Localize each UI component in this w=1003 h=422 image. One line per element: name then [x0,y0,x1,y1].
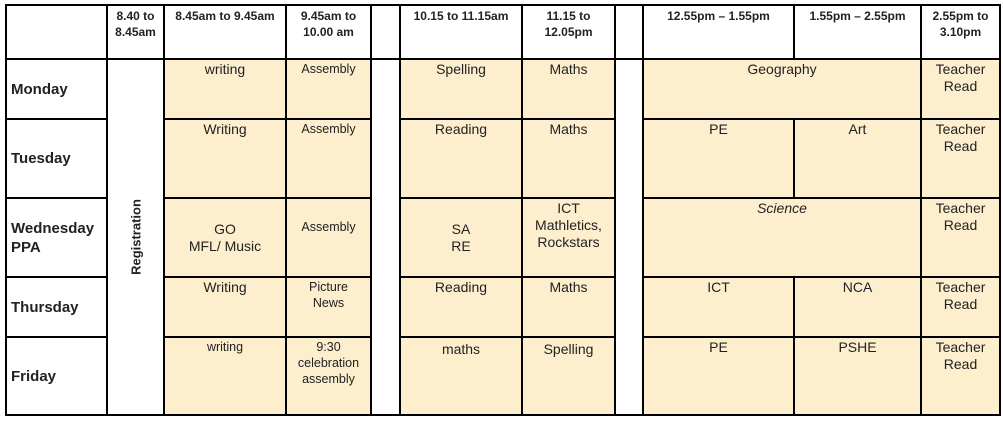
time-header: 11.15 to 12.05pm [522,5,615,59]
lesson-text: News [312,296,345,310]
lesson-cell: Geography [643,59,921,119]
lesson-cell: PE [643,337,794,415]
lesson-cell: writing [164,337,286,415]
lesson-text: Rockstars [537,234,600,250]
lesson-text: MFL/ Music [188,237,262,254]
registration-label: Registration [128,199,143,275]
lesson-cell: Science [643,198,921,277]
day-label: Thursday [6,277,107,337]
lesson-text: assembly [302,372,355,386]
lesson-cell [921,59,1000,119]
lunch-column [615,59,643,415]
lesson-cell: Maths [522,119,615,198]
lesson-text: RE [451,237,471,254]
row-monday [6,59,1000,119]
lesson-cell [400,198,522,277]
time-header: 8.45am to 9.45am [164,5,286,59]
day-label: Monday [6,59,107,119]
lesson-cell: Reading [400,277,522,337]
day-label: Friday [6,337,107,415]
lesson-cell [522,198,615,277]
lesson-cell: Writing [164,119,286,198]
lesson-cell: Writing [164,277,286,337]
lesson-text: Mathletics, [535,217,602,233]
lesson-text: Teacher Read [935,279,986,312]
time-header: 1.55pm – 2.55pm [794,5,921,59]
lesson-text: Picture [309,280,348,294]
lesson-cell: Reading [400,119,522,198]
lesson-text: Teacher Read [935,200,986,233]
lesson-cell: Maths [522,277,615,337]
lesson-cell: writing [164,59,286,119]
lesson-cell [286,337,371,415]
day-note: PPA [11,238,41,256]
time-header: 12.55pm – 1.55pm [643,5,794,59]
lesson-text: Teacher Read [935,121,986,154]
lesson-cell: ICT [643,277,794,337]
day-label [6,198,107,277]
lesson-cell [921,119,1000,198]
header-row [6,5,1000,59]
lesson-cell [286,277,371,337]
lesson-cell: PE [643,119,794,198]
time-header: 9.45am to 10.00 am [286,5,371,59]
lesson-cell: NCA [794,277,921,337]
lesson-text: GO [214,220,236,237]
corner-cell [6,5,107,59]
lesson-cell: Spelling [522,337,615,415]
lesson-cell: Assembly [286,119,371,198]
time-header: 2.55pm to 3.10pm [921,5,1000,59]
lesson-text: Teacher Read [935,61,986,94]
time-header: 10.15 to 11.15am [400,5,522,59]
lesson-cell: Spelling [400,59,522,119]
day-label: Tuesday [6,119,107,198]
lesson-cell: Assembly [286,198,371,277]
break-header [371,5,400,59]
lesson-cell [921,337,1000,415]
lesson-text: ICT [557,200,580,216]
lesson-cell: PSHE [794,337,921,415]
lesson-cell [921,277,1000,337]
lesson-text: Teacher Read [935,339,986,372]
lesson-text: 9:30 [316,340,341,354]
registration-column [107,59,164,415]
lesson-cell [164,198,286,277]
lesson-cell: Maths [522,59,615,119]
lesson-cell: maths [400,337,522,415]
day-name: Wednesday [11,219,95,237]
lesson-cell: Art [794,119,921,198]
lesson-text: SA [451,220,471,237]
lunch-header [615,5,643,59]
timetable [5,4,1001,416]
lesson-cell: Assembly [286,59,371,119]
lesson-text: celebration [297,356,360,370]
time-header: 8.40 to 8.45am [107,5,164,59]
break-column [371,59,400,415]
lesson-cell [921,198,1000,277]
